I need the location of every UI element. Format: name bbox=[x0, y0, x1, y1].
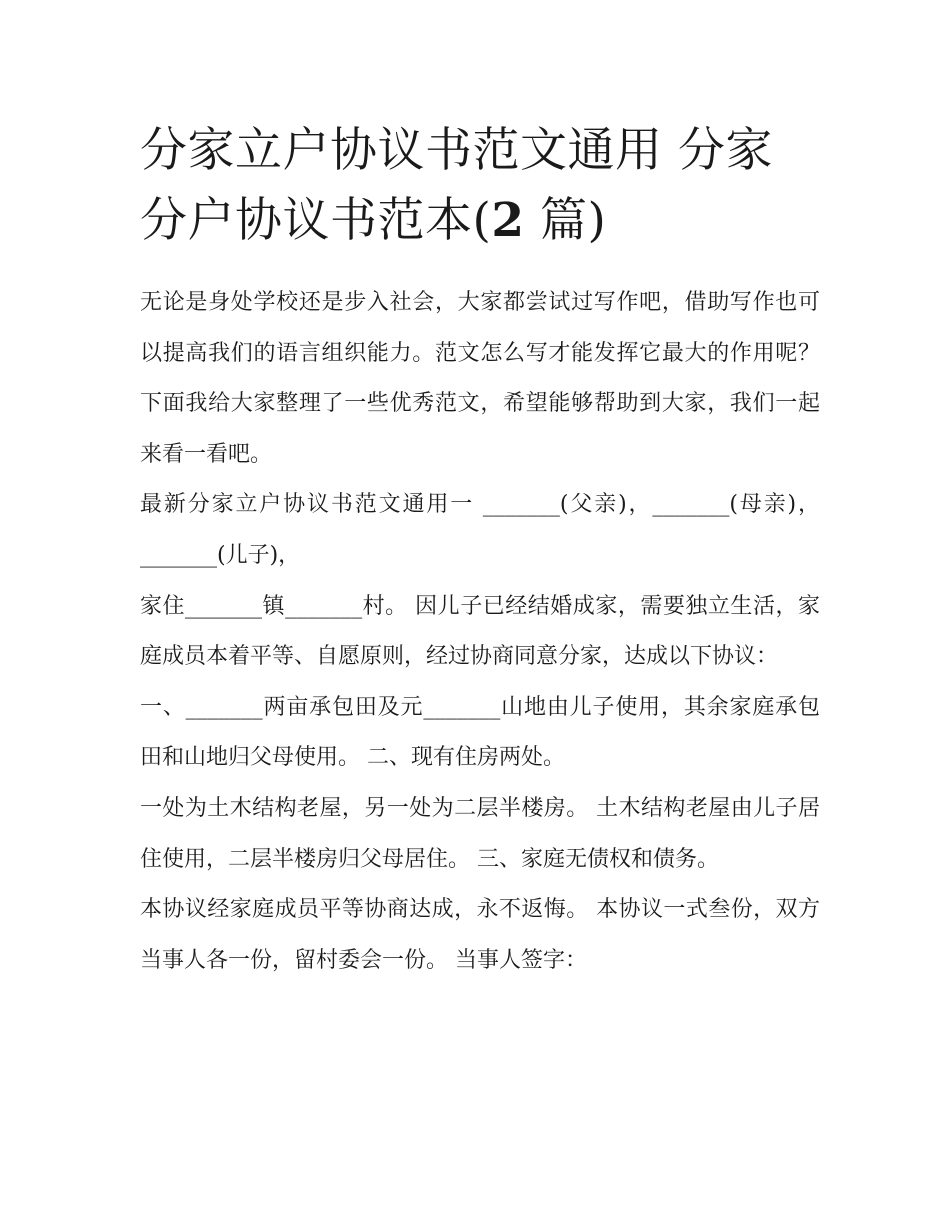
document-body bbox=[140, 278, 820, 986]
parties-paragraph: 最新分家立户协议书范文通用一 _______(父亲)，_______(母亲)，_______(儿子)， bbox=[140, 492, 820, 568]
housing-clause-paragraph: 一处为土木结构老屋，另一处为二层半楼房。 土木结构老屋由儿子居住使用，二层半楼房归父母居住。 三、家庭无债权和债务。 bbox=[140, 795, 820, 872]
closing-paragraph: 本协议经家庭成员平等协商达成，永不返悔。 本协议一式叁份，双方当事人各一份，留村委会一份。 当事人签字： bbox=[140, 897, 820, 973]
title-count: 2 bbox=[491, 193, 525, 248]
land-clause-paragraph: 一、_______两亩承包田及元_______山地由儿子使用，其余家庭承包田和山地归父母使用。 二、现有住房两处。 bbox=[140, 694, 820, 771]
title-text: 分家立户协议书范文通用 分家分户协议书范本( bbox=[140, 123, 773, 248]
document-page bbox=[140, 116, 820, 986]
title-suffix: 篇) bbox=[524, 193, 607, 248]
document-title bbox=[140, 116, 820, 256]
residence-paragraph: 家住_______镇_______村。 因儿子已经结婚成家，需要独立生活，家庭成员本着平等、自愿原则，经过协商同意分家，达成以下协议： bbox=[140, 593, 820, 670]
intro-paragraph: 无论是身处学校还是步入社会，大家都尝试过写作吧，借助写作也可以提高我们的语言组织能力。范文怎么写才能发挥它最大的作用呢？下面我给大家整理了一些优秀范文，希望能够帮助到大家，我们一起来看一看吧。 bbox=[140, 290, 820, 467]
